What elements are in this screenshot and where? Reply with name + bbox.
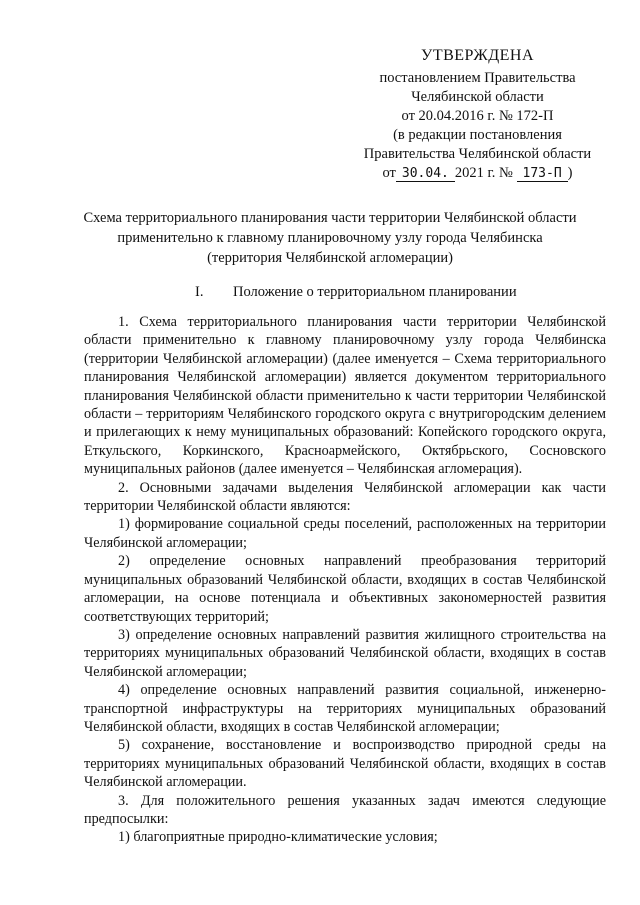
document-title: [60, 208, 600, 268]
approval-heading: УТВЕРЖДЕНА: [420, 47, 534, 64]
approval-line: Правительства Челябинской области: [363, 146, 592, 162]
section-title: Положение о территориальном планировании: [233, 284, 517, 300]
paragraph: 1) формирование социальной среды поселений, расположенных на территории Челябинской агломерации;: [84, 516, 606, 551]
title-line: (территория Челябинской агломерации): [207, 250, 453, 266]
body-text: [84, 313, 606, 847]
paragraph: 5) сохранение, восстановление и воспроизводство природной среды на территориях муниципальных образований Челябинской области, входящих в состав Челябинской агломерации.: [84, 737, 606, 791]
paragraph: 1. Схема территориального планирования части территории Челябинской области применительно к главному планировочному узлу города Челябинска (территории Челябинской агломерации) (далее именуется – Схема территориального планирования Челябинской агломерации) является документом территориального планирования Челябинской области применительно к части территории Челябинской области – территориям Челябинского городского округа с внутригородским делением и прилегающих к нему муниципальных образований: Копейского городского округа, Еткульского, Коркинского, Красноармейского, Октябрьского, Сосновского муниципальных районов (далее именуется – Челябинская агломерация).: [84, 314, 606, 478]
paragraph: 3) определение основных направлений развития жилищного строительства на территориях муниципальных образований Челябинской области, входящих в состав Челябинской агломерации;: [84, 626, 606, 680]
amendment-line: [340, 164, 615, 183]
approval-line: Челябинской области: [411, 89, 544, 105]
approval-line: постановлением Правительства: [379, 70, 576, 86]
paragraph: 4) определение основных направлений развития социальной, инженерно-транспортной инфраструктуры на территориях муниципальных образований Челябинской области, входящих в состав Челябинской агломерации;: [84, 682, 606, 735]
section-number: I.: [195, 284, 204, 300]
approval-line: (в редакции постановления: [393, 127, 562, 143]
amendment-number: 173-П: [517, 166, 568, 182]
amendment-suffix: ): [567, 165, 573, 181]
paragraph: 2) определение основных направлений преобразования территорий муниципальных образований Челябинской области, входящих в состав Челябинской агломерации, на основе потенциала и объективных закономерностей развития соответствующих территорий;: [84, 553, 606, 625]
paragraph: 3. Для положительного решения указанных задач имеются следующие предпосылки:: [84, 792, 606, 827]
amendment-year: 2021 г. №: [454, 165, 513, 181]
title-line: применительно к главному планировочному узлу города Челябинска: [117, 230, 543, 246]
title-line: Схема территориального планирования части территории Челябинской области: [83, 210, 577, 226]
paragraph: 1) благоприятные природно-климатические условия;: [118, 829, 438, 846]
approval-stamp: [340, 46, 615, 183]
amendment-prefix: от: [382, 165, 396, 181]
paragraph: 2. Основными задачами выделения Челябинской агломерации как части территории Челябинской области являются:: [84, 479, 606, 515]
approval-line: от 20.04.2016 г. № 172-П: [401, 108, 554, 124]
amendment-date: 30.04.: [396, 166, 455, 182]
